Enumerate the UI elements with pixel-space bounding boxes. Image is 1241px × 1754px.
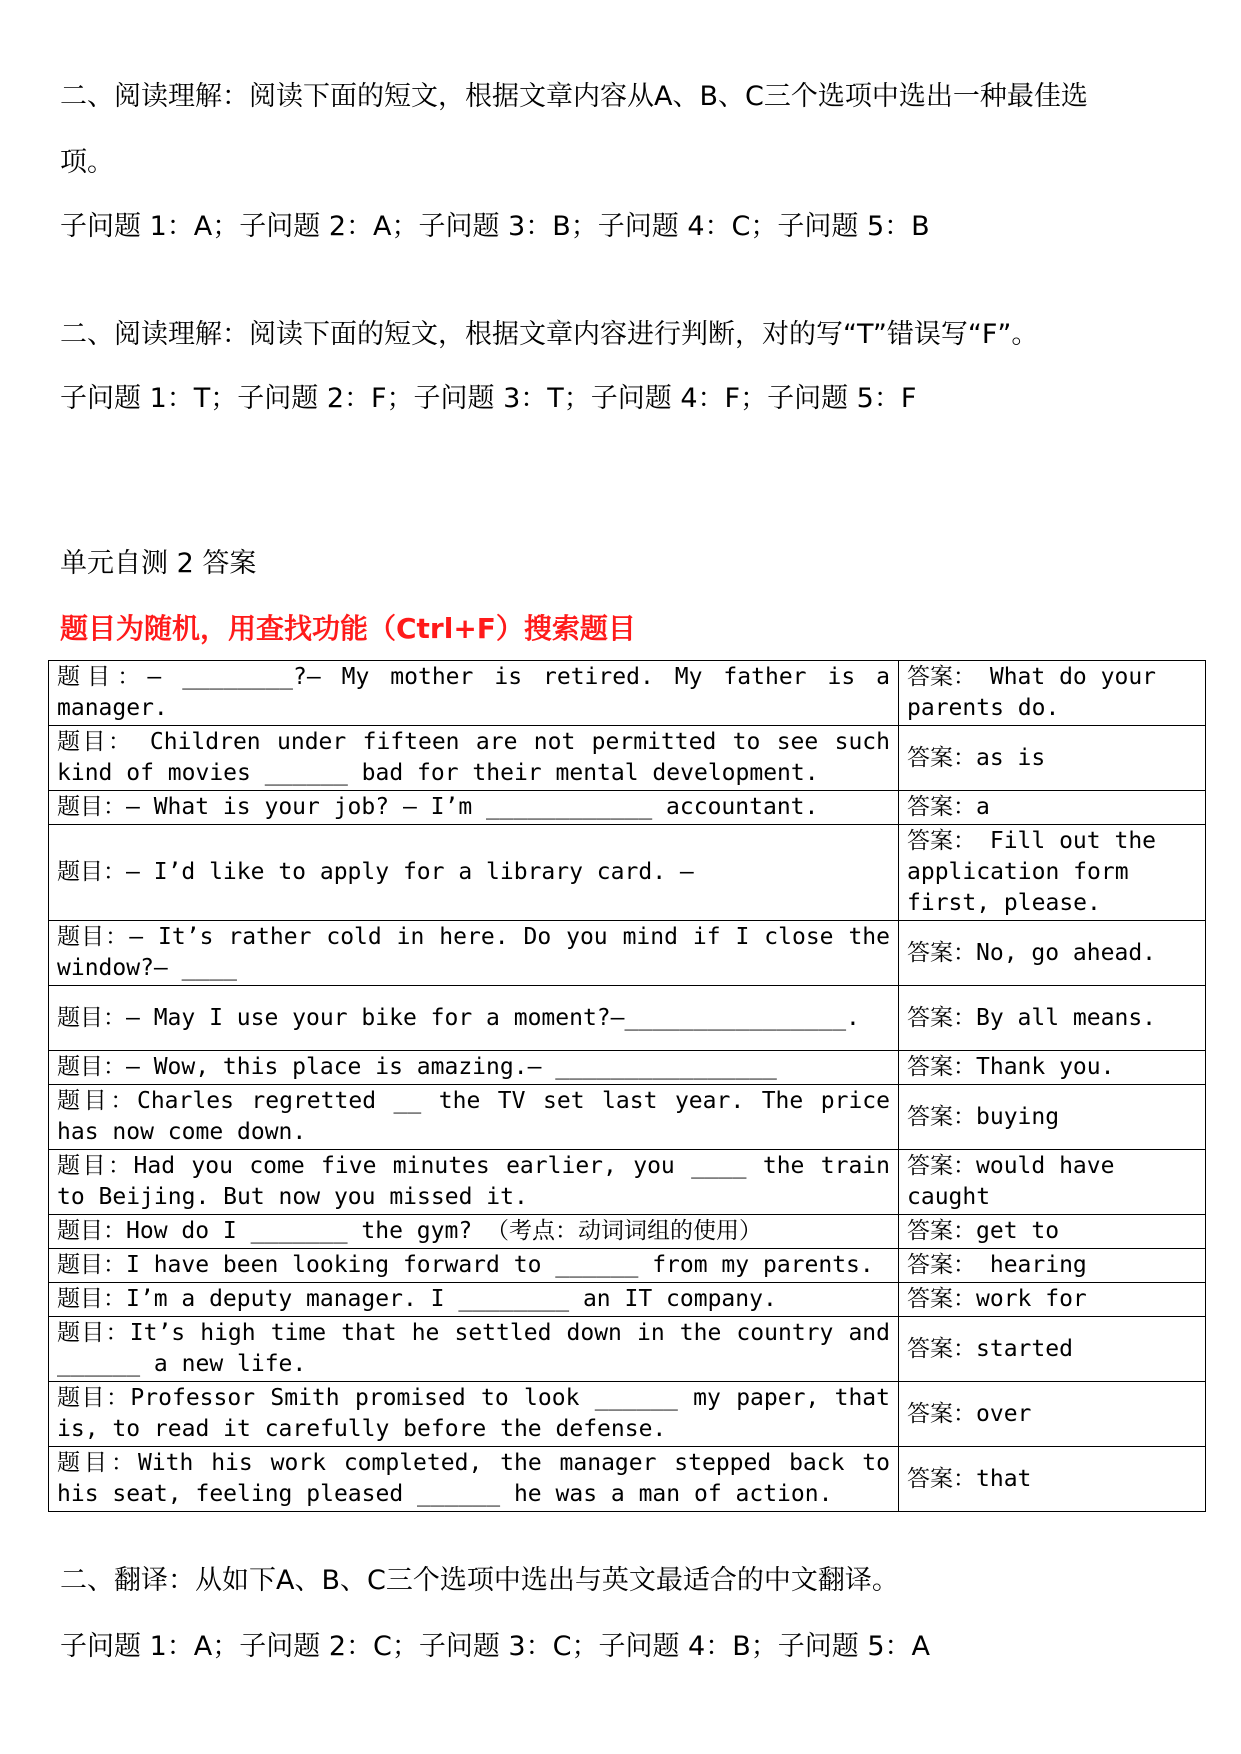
translation-instruction: 二、翻译：从如下A、B、C三个选项中选出与英文最适合的中文翻译。	[60, 1565, 899, 1596]
answer-cell: 答案：work for	[899, 1283, 1206, 1317]
answer-cell: 答案： Fill out the application form first, please.	[899, 825, 1206, 921]
answer-cell: 答案：buying	[899, 1085, 1206, 1150]
answer-cell: 答案：would have caught	[899, 1150, 1206, 1215]
reading-mc-answers: 子问题 1：A；子问题 2：A；子问题 3：B；子问题 4：C；子问题 5：B	[60, 211, 930, 242]
question-cell: 题目：— I’d like to apply for a library card. —	[49, 825, 899, 921]
answer-cell: 答案：as is	[899, 726, 1206, 791]
table-row	[49, 825, 1206, 921]
table-row	[49, 986, 1206, 1051]
table-row	[49, 1317, 1206, 1382]
unit-title: 单元自测 2 答案	[60, 548, 257, 579]
question-cell: 题目：I’m a deputy manager. I ________ an IT company.	[49, 1283, 899, 1317]
question-cell: 题目：With his work completed, the manager stepped back to his seat, feeling pleased ______ he was a man of action.	[49, 1447, 899, 1512]
question-cell: 题目：I have been looking forward to ______ from my parents.	[49, 1249, 899, 1283]
table-row	[49, 661, 1206, 726]
answer-cell: 答案： What do your parents do.	[899, 661, 1206, 726]
question-cell: 题目： Children under fifteen are not permitted to see such kind of movies ______ bad for their mental development.	[49, 726, 899, 791]
reading-mc-instruction-line2: 项。	[60, 147, 114, 178]
question-cell: 题目：— What is your job? — I’m ____________ accountant.	[49, 791, 899, 825]
table-row	[49, 921, 1206, 986]
question-cell: 题目：— May I use your bike for a moment?—________________.	[49, 986, 899, 1051]
reading-tf-instruction: 二、阅读理解：阅读下面的短文，根据文章内容进行判断，对的写“T”错误写“F”。	[60, 319, 1039, 350]
question-cell: 题目：Charles regretted __ the TV set last year. The price has now come down.	[49, 1085, 899, 1150]
answer-cell: 答案：No, go ahead.	[899, 921, 1206, 986]
translation-answers: 子问题 1：A；子问题 2：C；子问题 3：C；子问题 4：B；子问题 5：A	[60, 1631, 930, 1662]
answer-cell: 答案：get to	[899, 1215, 1206, 1249]
answer-cell: 答案：By all means.	[899, 986, 1206, 1051]
search-tip: 题目为随机，用查找功能（Ctrl+F）搜索题目	[60, 612, 636, 645]
answer-cell: 答案： hearing	[899, 1249, 1206, 1283]
table-row	[49, 1215, 1206, 1249]
question-cell: 题目：— It’s rather cold in here. Do you mind if I close the window?— ____	[49, 921, 899, 986]
qa-table	[48, 660, 1206, 1512]
answer-cell: 答案：started	[899, 1317, 1206, 1382]
table-row	[49, 726, 1206, 791]
question-cell: 题目：How do I _______ the gym? （考点：动词词组的使用）	[49, 1215, 899, 1249]
question-cell: 题目：It’s high time that he settled down in the country and ______ a new life.	[49, 1317, 899, 1382]
question-cell: 题目：Had you come five minutes earlier, you ____ the train to Beijing. But now you missed it.	[49, 1150, 899, 1215]
reading-mc-instruction-line1: 二、阅读理解：阅读下面的短文，根据文章内容从A、B、C三个选项中选出一种最佳选	[60, 81, 1088, 112]
table-row	[49, 1249, 1206, 1283]
table-row	[49, 1150, 1206, 1215]
answer-cell: 答案：a	[899, 791, 1206, 825]
answer-cell: 答案：Thank you.	[899, 1051, 1206, 1085]
reading-tf-answers: 子问题 1：T；子问题 2：F；子问题 3：T；子问题 4：F；子问题 5：F	[60, 383, 917, 414]
answer-cell: 答案：that	[899, 1447, 1206, 1512]
question-cell: 题目：Professor Smith promised to look ______ my paper, that is, to read it carefully before the defense.	[49, 1382, 899, 1447]
table-row	[49, 1283, 1206, 1317]
table-row	[49, 791, 1206, 825]
question-cell: 题目：— Wow, this place is amazing.— ________________	[49, 1051, 899, 1085]
question-cell: 题目：— ________?— My mother is retired. My father is a manager.	[49, 661, 899, 726]
table-row	[49, 1085, 1206, 1150]
answer-cell: 答案：over	[899, 1382, 1206, 1447]
table-row	[49, 1051, 1206, 1085]
table-row	[49, 1382, 1206, 1447]
table-row	[49, 1447, 1206, 1512]
